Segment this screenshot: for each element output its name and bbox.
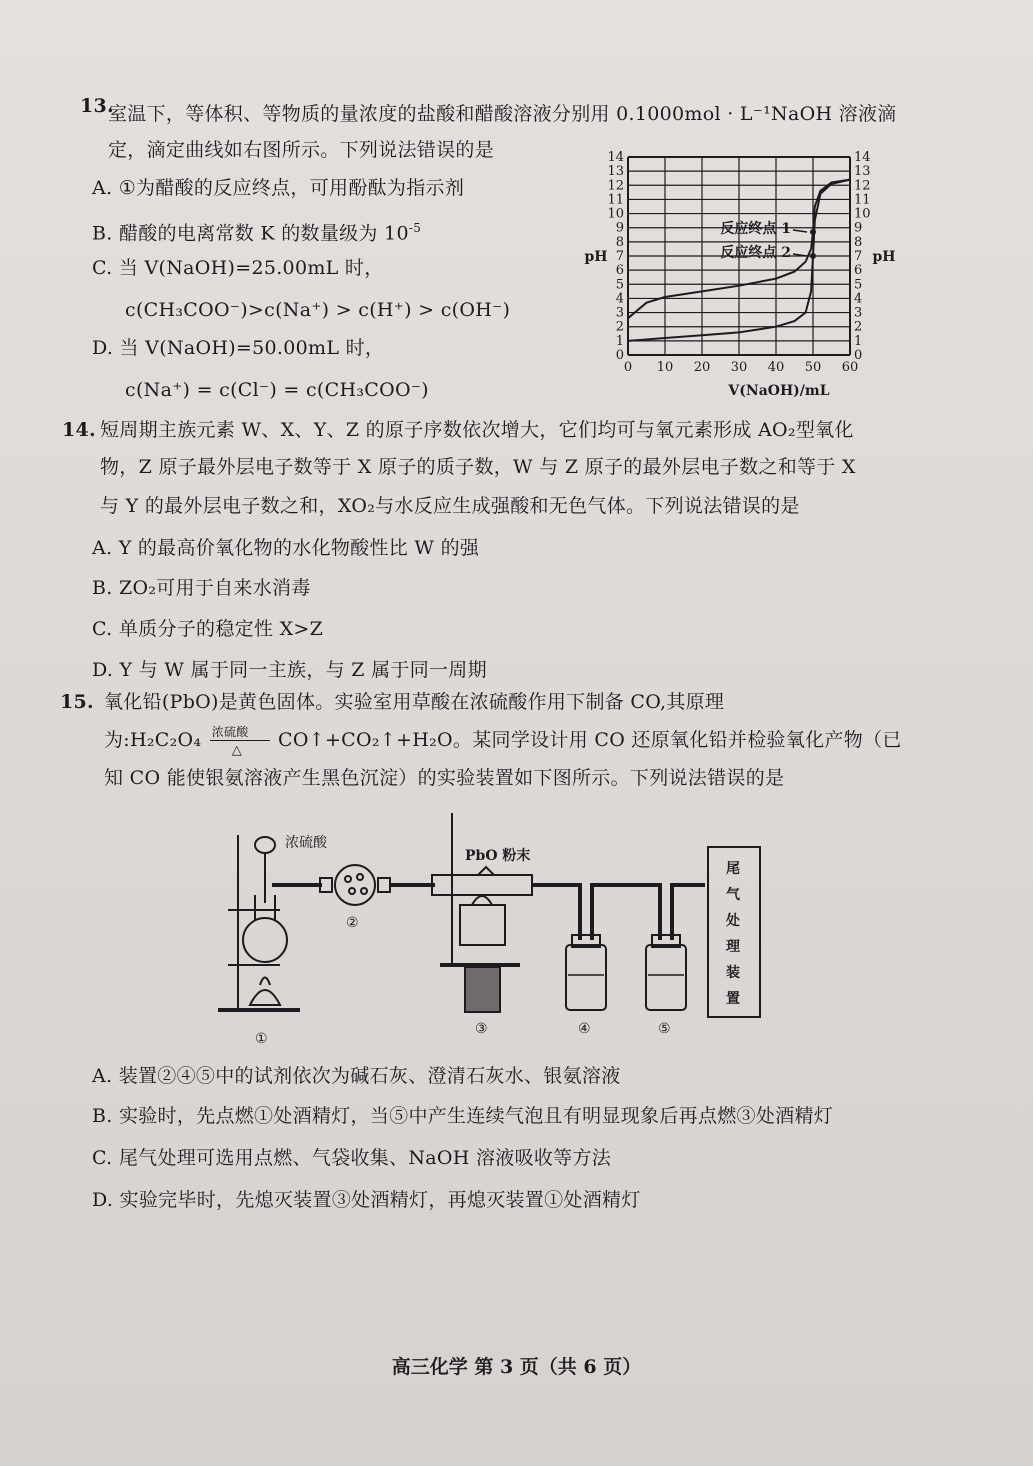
- q15-stem-line1: 氧化铅(PbO)是黄色固体。实验室用草酸在浓硫酸作用下制备 CO,其原理: [104, 691, 725, 713]
- q15-option-a: A. 装置②④⑤中的试剂依次为碱石灰、澄清石灰水、银氨溶液: [92, 1065, 621, 1087]
- granule-1: [345, 876, 351, 882]
- q14-stem-line3: 与 Y 的最外层电子数之和，XO₂与水反应生成强酸和无色气体。下列说法错误的是: [100, 495, 800, 517]
- reaction-condition-bottom: △: [231, 743, 242, 758]
- endpoint-dot-1: [810, 229, 816, 235]
- burner-3-body: [460, 905, 505, 945]
- device-label-3: ③: [475, 1021, 488, 1037]
- q13-option-d-line1: D. 当 V(NaOH)=50.00mL 时，: [92, 337, 385, 359]
- y-tick-label-right: 1: [854, 333, 863, 349]
- y-tick-label-left: 9: [615, 220, 624, 236]
- tube-5-tail: [672, 885, 705, 940]
- flame-1: [260, 978, 270, 986]
- q14-number: 14.: [62, 419, 96, 441]
- apparatus-diagram: [210, 805, 770, 1050]
- tube-3-4: [532, 885, 580, 940]
- q13-stem-line2: 定，滴定曲线如右图所示。下列说法错误的是: [108, 139, 495, 161]
- y-tick-label-left: 10: [607, 206, 624, 222]
- bottle-5: [646, 945, 686, 1010]
- y-tick-label-right: 8: [854, 234, 863, 250]
- device-label-4: ④: [578, 1021, 591, 1037]
- x-tick-label: 50: [804, 360, 822, 375]
- q15-reactant: 为:H₂C₂O₄: [104, 729, 202, 751]
- q14-option-c: C. 单质分子的稳定性 X>Z: [92, 618, 324, 640]
- q15-option-b: B. 实验时，先点燃①处酒精灯，当⑤中产生连续气泡且有明显现象后再点燃③处酒精灯: [92, 1105, 834, 1127]
- device-label-5: ⑤: [658, 1021, 671, 1037]
- y-tick-label-right: 2: [854, 319, 863, 335]
- y-tick-label-left: 12: [607, 178, 624, 194]
- q13-option-b-exp: -5: [408, 221, 422, 235]
- x-tick-label: 30: [730, 360, 748, 375]
- y-tick-label-left: 11: [607, 192, 624, 208]
- x-tick-label: 20: [693, 360, 711, 375]
- q14-option-d: D. Y 与 W 属于同一主族，与 Z 属于同一周期: [92, 659, 487, 681]
- q13-option-c-line2: c(CH₃COO⁻)>c(Na⁺) > c(H⁺) > c(OH⁻): [125, 299, 511, 321]
- q15-option-c: C. 尾气处理可选用点燃、气袋收集、NaOH 溶液吸收等方法: [92, 1147, 612, 1169]
- dropping-funnel: [255, 837, 275, 853]
- x-axis-label: V(NaOH)/mL: [728, 383, 830, 399]
- y-tick-label-right: 12: [854, 178, 871, 194]
- y-tick-label-left: 5: [615, 277, 624, 293]
- device-label-2: ②: [346, 915, 359, 931]
- y-tick-label-right: 6: [854, 263, 863, 279]
- y-tick-label-left: 7: [615, 249, 624, 264]
- tail-char-3: 处: [726, 913, 740, 929]
- y-tick-label-right: 3: [854, 305, 863, 321]
- granule-4: [361, 888, 367, 894]
- y-tick-label-right: 10: [854, 206, 871, 222]
- granule-3: [349, 888, 355, 894]
- y-tick-label-left: 3: [615, 305, 624, 321]
- y-tick-label-right: 0: [854, 348, 863, 363]
- apparatus-svg: [210, 805, 770, 1050]
- y-tick-label-left: 1: [615, 333, 624, 349]
- bottle-4: [566, 945, 606, 1010]
- y-tick-label-left: 0: [615, 348, 624, 363]
- y-tick-label-right: 7: [854, 249, 863, 264]
- combustion-tube: [432, 875, 532, 895]
- y-tick-label-right: 11: [854, 192, 871, 208]
- y-tick-label-left: 2: [615, 319, 624, 335]
- endpoint-arrow-1: [793, 230, 807, 232]
- q13-option-c-line1: C. 当 V(NaOH)=25.00mL 时，: [92, 257, 384, 279]
- tube-4-5: [592, 885, 660, 940]
- y-tick-label-left: 4: [615, 291, 624, 307]
- q15-stem-line3: 知 CO 能使银氨溶液产生黑色沉淀）的实验装置如下图所示。下列说法错误的是: [104, 767, 785, 789]
- endpoint-label-1: 反应终点 1: [720, 220, 791, 237]
- y-axis-label-right: pH: [872, 249, 896, 265]
- endpoint-label-2: 反应终点 2: [720, 245, 791, 261]
- titration-chart: [578, 143, 908, 403]
- q15-stem-line2: [104, 725, 902, 758]
- connector-2b: [378, 878, 390, 892]
- q13-number: 13.: [80, 95, 114, 117]
- burner-1: [250, 990, 280, 1005]
- q13-option-a: A. ①为醋酸的反应终点，可用酚酞为指示剂: [92, 177, 465, 199]
- x-tick-label: 40: [767, 360, 785, 375]
- q13-stem-line1: 室温下，等体积、等物质的量浓度的盐酸和醋酸溶液分别用 0.1000mol · L⁻¹NaOH 溶液滴: [108, 103, 897, 125]
- y-tick-label-left: 13: [607, 164, 624, 180]
- titration-chart-svg: [578, 143, 908, 403]
- reaction-arrow: [208, 725, 272, 758]
- q13-option-b: [92, 216, 421, 245]
- device-label-1: ①: [255, 1031, 268, 1047]
- q15-number: 15.: [60, 691, 94, 713]
- label-acid: 浓硫酸: [285, 835, 327, 851]
- x-tick-label: 0: [623, 360, 633, 375]
- endpoint-dot-2: [810, 253, 816, 259]
- q14-option-a: A. Y 的最高价氧化物的水化物酸性比 W 的强: [92, 537, 480, 559]
- flame-3: [472, 896, 492, 905]
- granule-2: [357, 874, 363, 880]
- pbo-powder: [478, 867, 494, 875]
- x-tick-label: 60: [841, 360, 859, 375]
- tail-char-6: 置: [726, 991, 740, 1007]
- reaction-condition-top: 浓硫酸: [211, 725, 249, 739]
- y-tick-label-left: 6: [615, 263, 624, 279]
- drying-tube-bulb: [335, 865, 375, 905]
- y-tick-label-right: 4: [854, 291, 863, 307]
- q15-option-d: D. 实验完毕时，先熄灭装置③处酒精灯，再熄灭装置①处酒精灯: [92, 1189, 641, 1211]
- burner-3-stand: [465, 967, 500, 1012]
- y-tick-label-left: 8: [615, 234, 624, 250]
- q14-stem-line1: 短周期主族元素 W、X、Y、Z 的原子序数依次增大，它们均可与氧元素形成 AO₂型氧化: [100, 419, 854, 441]
- y-tick-label-right: 14: [854, 150, 871, 165]
- tail-char-2: 气: [726, 887, 740, 903]
- y-tick-label-right: 9: [854, 220, 863, 236]
- label-pbo: PbO 粉末: [465, 848, 531, 864]
- y-tick-label-left: 14: [607, 150, 624, 165]
- page-footer: 高三化学 第 3 页（共 6 页）: [391, 1356, 642, 1378]
- q13-option-d-line2: c(Na⁺) = c(Cl⁻) = c(CH₃COO⁻): [125, 379, 429, 401]
- q14-stem-line2: 物，Z 原子最外层电子数等于 X 原子的质子数，W 与 Z 原子的最外层电子数之和等于 X: [100, 456, 856, 478]
- q15-products: CO↑+CO₂↑+H₂O。某同学设计用 CO 还原氧化铅并检验氧化产物（已: [278, 729, 902, 751]
- q14-option-b: B. ZO₂可用于自来水消毒: [92, 577, 311, 599]
- tail-char-4: 理: [726, 939, 740, 955]
- tail-char-1: 尾: [726, 861, 740, 877]
- q13-option-b-text: B. 醋酸的电离常数 K 的数量级为 10: [92, 222, 409, 245]
- y-axis-label-left: pH: [584, 249, 608, 265]
- y-tick-label-right: 13: [854, 164, 871, 180]
- x-tick-label: 10: [656, 360, 674, 375]
- flask-1: [243, 918, 287, 962]
- tail-char-5: 装: [726, 965, 740, 981]
- y-tick-label-right: 5: [854, 277, 863, 293]
